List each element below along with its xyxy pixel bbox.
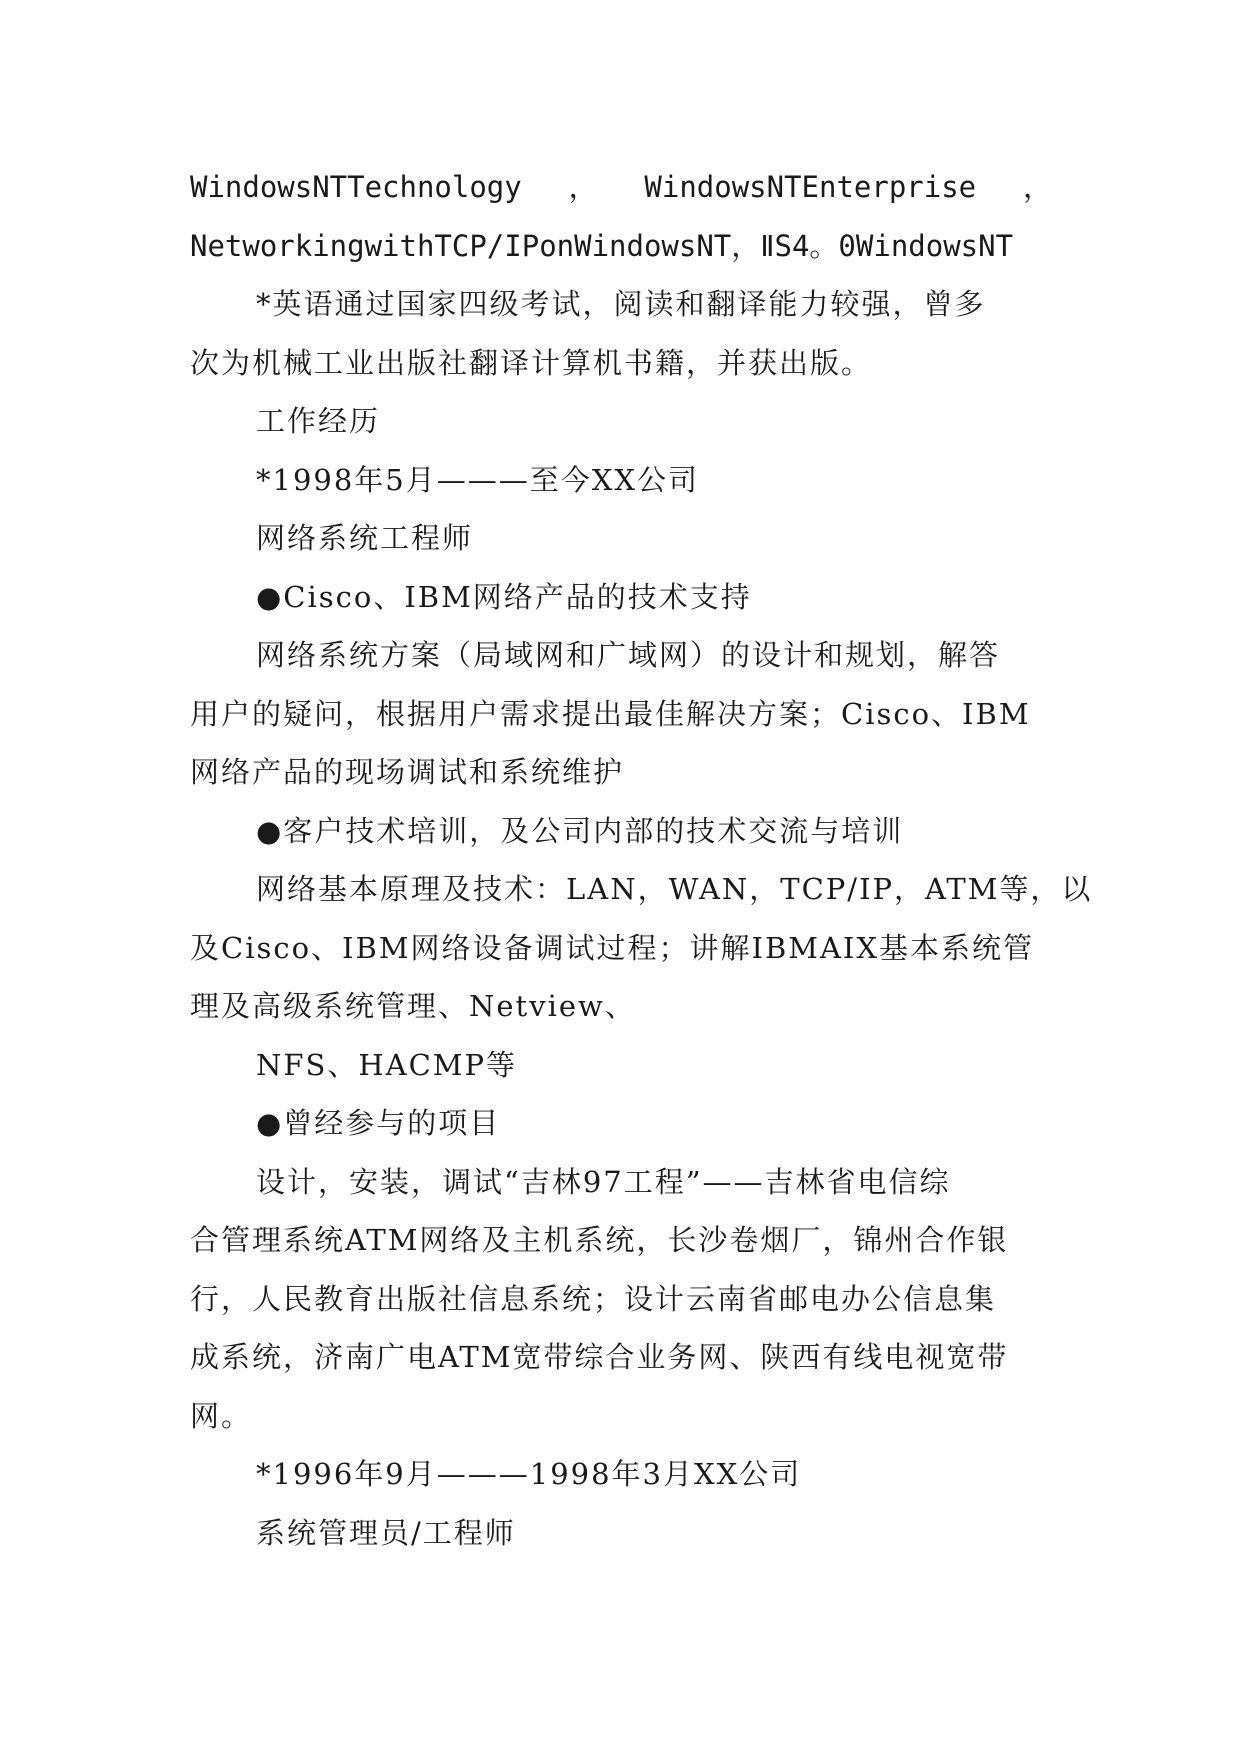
job-title: 系统管理员/工程师	[256, 1515, 516, 1550]
body-paragraph-line: 网络基本原理及技术：LAN，WAN，TCP/IP，ATM等，以	[256, 872, 1093, 906]
body-paragraph-line: *英语通过国家四级考试，阅读和翻译能力较强，曾多	[256, 287, 986, 321]
course-item: WindowsNTTechnology	[190, 170, 522, 204]
body-paragraph-line: 次为机械工业出版社翻译计算机书籍，并获出版。	[190, 345, 873, 380]
body-paragraph-line: 合管理系统ATM网络及主机系统，长沙卷烟厂，锦州合作银	[190, 1223, 1009, 1257]
job-title: 网络系统工程师	[256, 521, 474, 555]
job-period: *1998年5月———至今XX公司	[256, 462, 700, 497]
separator: ，	[1022, 170, 1052, 204]
body-paragraph-line: 理及高级系统管理、Netview、	[190, 989, 636, 1023]
bullet-heading: ●曾经参与的项目	[256, 1106, 501, 1140]
document-page	[190, 158, 1093, 1562]
body-paragraph-line: 网络产品的现场调试和系统维护	[190, 755, 625, 789]
separator: ，	[568, 170, 598, 204]
section-heading: 工作经历	[256, 404, 381, 438]
bullet-heading: ●Cisco、IBM网络产品的技术支持	[256, 579, 752, 614]
body-paragraph-line: 成系统，济南广电ATM宽带综合业务网、陕西有线电视宽带	[190, 1340, 1009, 1374]
course-item: WindowsNTEnterprise	[644, 170, 977, 204]
body-paragraph-line: 行，人民教育出版社信息系统；设计云南省邮电办公信息集	[190, 1281, 997, 1316]
body-paragraph-line: 及Cisco、IBM网络设备调试过程；讲解IBMAIX基本系统管	[190, 930, 1035, 965]
bullet-heading: ●客户技术培训，及公司内部的技术交流与培训	[256, 813, 904, 848]
body-paragraph-line: 网络系统方案（局域网和广域网）的设计和规划，解答	[256, 638, 1001, 672]
body-paragraph-line: NFS、HACMP等	[256, 1047, 517, 1082]
body-paragraph-line: 网。	[190, 1398, 253, 1433]
body-paragraph-line: 用户的疑问，根据用户需求提出最佳解决方案；Cisco、IBM	[190, 696, 1031, 731]
course-list-line	[190, 158, 1052, 217]
body-paragraph-line: 设计，安装，调试“吉林97工程”——吉林省电信综	[256, 1164, 951, 1199]
job-period: *1996年9月———1998年3月XX公司	[256, 1457, 802, 1491]
course-list-line: NetworkingwithTCP/IPonWindowsNT，ⅡS4。0WindowsNT	[190, 228, 1014, 263]
